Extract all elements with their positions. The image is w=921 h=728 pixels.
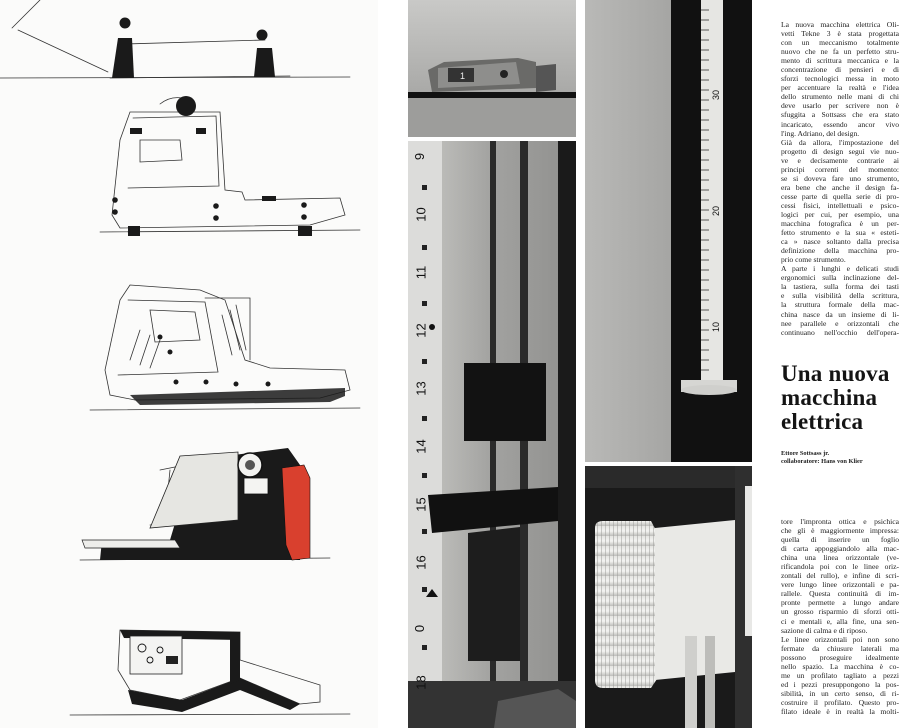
- margin-number: 10: [711, 321, 722, 333]
- text-line: costruire il profilato. Questo pro-: [781, 697, 899, 707]
- text-line: e sulla visibilità della scrittura,: [781, 291, 899, 301]
- text-line: cesse parte di quella serie di pro-: [781, 191, 899, 201]
- text-line: cessi fisici, intellettuali e psico-: [781, 200, 899, 210]
- text-line: deve usarlo per scrivere non è: [781, 101, 899, 111]
- text-line: concentrazione di pensieri e di: [781, 65, 899, 75]
- ruler-number: 16: [413, 555, 429, 570]
- photo-paper-scale: [408, 141, 576, 728]
- paper-scale-photo: [408, 141, 576, 728]
- margin-scale-photo: [585, 0, 752, 462]
- text-line: vere lungo linee orizzontali e pa-: [781, 580, 899, 590]
- red-keyboard-accent: [282, 465, 310, 560]
- text-line: era bene che anche il design fa-: [781, 182, 899, 192]
- article-body-bottom: [781, 517, 899, 716]
- ruler-number: 18: [413, 675, 429, 690]
- margin-number: 30: [711, 89, 722, 101]
- text-line: pronte permette a lungo andare: [781, 598, 899, 608]
- text-line: A parte i lunghi e delicati studi: [781, 264, 899, 274]
- collaborator-credit: collaboratore: Hans von Klier: [781, 458, 863, 465]
- article-column: [755, 0, 921, 728]
- text-line: quella di inserire un foglio: [781, 535, 899, 545]
- ruler-number: 10: [413, 207, 429, 222]
- typebar-photo: [408, 0, 576, 137]
- article-paragraphs: [781, 517, 899, 716]
- text-line: rificandola poi con le linee oriz-: [781, 562, 899, 572]
- text-line: principi correnti del momento:: [781, 164, 899, 174]
- text-line: per accentuare la realtà e l'idea: [781, 83, 899, 93]
- text-line: china una linea orizzontale (ve-: [781, 553, 899, 563]
- ruler-number: 0: [412, 624, 428, 633]
- text-line: incaricato, essendo ancor vivo: [781, 119, 899, 129]
- text-line: un grosso risparmio di sforzi otti-: [781, 607, 899, 617]
- margin-number: 20: [711, 205, 722, 217]
- text-line: con un meccanismo totalmente: [781, 38, 899, 48]
- text-line: sfuggita a Sottsass che era stato: [781, 110, 899, 120]
- text-line: la tastiera, sulla forma dei tasti: [781, 282, 899, 292]
- page-gutter: [378, 0, 408, 728]
- photo-typebar: [408, 0, 576, 137]
- ruler-number: 9: [412, 152, 428, 161]
- text-line: ci e mentali e, alla fine, una sen-: [781, 616, 899, 626]
- photo-platen-knob: [585, 466, 752, 728]
- text-line: la struttura formale della mac-: [781, 300, 899, 310]
- ruler-number: 15: [413, 497, 429, 512]
- text-line: prio come strumento.: [781, 255, 846, 265]
- text-line: fermate da chiusure laterali ma: [781, 643, 899, 653]
- text-line: macchina fotografica è un per-: [781, 219, 899, 229]
- text-line: ca » nasce soltanto dalla precisa: [781, 237, 899, 247]
- text-line: Già da allora, l'impostazione del: [781, 137, 899, 147]
- article-body-top: [781, 20, 899, 337]
- sketch-1: [0, 0, 350, 78]
- text-line: sforzi tecnologici messa in moto: [781, 74, 899, 84]
- text-line: l'ing. Adriano, del design.: [781, 128, 860, 138]
- text-line: fetto strumento e la sua « esteti-: [781, 228, 899, 238]
- text-line: La nuova macchina elettrica Oli-: [781, 20, 899, 29]
- text-line: dello strumento nelle mani di chi: [781, 92, 899, 102]
- text-line: di carta appoggiandolo alla mac-: [781, 544, 899, 554]
- headline-line: macchina: [781, 385, 878, 410]
- text-line: possono proseguire idealmente: [781, 652, 899, 662]
- sketch-2: [100, 98, 360, 232]
- text-line: ve e decisamente contrarie ai: [781, 155, 899, 165]
- text-line: se si doveva fare uno strumento,: [781, 173, 899, 183]
- headline-line: Una nuova: [781, 361, 890, 386]
- article-credits: [781, 450, 911, 466]
- text-line: china nasce da un insieme di li-: [781, 309, 899, 319]
- text-line: rallele. Questa continuità di im-: [781, 589, 899, 599]
- sketch-5-detail: [130, 636, 182, 674]
- author-credit: Ettore Sottsass jr.: [781, 450, 830, 457]
- text-line: nello spazio. La macchina è co-: [781, 661, 899, 671]
- ruler-number: 14: [413, 439, 429, 454]
- text-line: definizione della macchina pro-: [781, 246, 899, 256]
- text-line: sibilità, in un certo senso, di ri-: [781, 688, 899, 698]
- headline-line: elettrica: [781, 409, 864, 434]
- sketch-5: [70, 630, 350, 715]
- text-line: tore l'impronta ottica e psichica: [781, 517, 899, 526]
- ruler-number: 12: [413, 323, 429, 338]
- ruler-number: 13: [413, 381, 429, 396]
- sketch-page: [0, 0, 378, 728]
- text-line: vetti Tekne 3 è stata progettata: [781, 29, 899, 39]
- text-line: mento di scrittura meccanica e la: [781, 56, 899, 66]
- photo-margin-scale: [585, 0, 752, 462]
- knob-ribbed-grip: [595, 521, 659, 688]
- text-line: filato ideale è in realtà la molti-: [781, 706, 899, 716]
- text-line: continuano nell'occhio dell'opera-: [781, 327, 899, 337]
- text-line: ergonomici sulla inclinazione del-: [781, 273, 899, 283]
- text-line: progetto di design seguì vie nuo-: [781, 146, 899, 156]
- text-line: nee parallele e orizzontali che: [781, 318, 899, 328]
- text-line: logici per cui, per esempio, una: [781, 209, 899, 219]
- article-paragraphs: [781, 20, 899, 337]
- text-line: Le linee orizzontali poi non sono: [781, 634, 899, 644]
- typebar-label: 1: [460, 71, 466, 81]
- text-line: zontali del rullo), e infine di scri-: [781, 571, 899, 581]
- ruler-number: 11: [413, 265, 429, 280]
- paper-guide-slider: [464, 363, 546, 441]
- text-line: sazione di calma e di riposo.: [781, 625, 868, 635]
- article-title: [781, 362, 911, 434]
- text-line: ed i pezzi presuppongono la pos-: [781, 679, 899, 689]
- text-line: nuovo che ne fa un perfetto stru-: [781, 47, 899, 57]
- text-line: me un profilato tagliato a pezzi: [781, 670, 899, 680]
- text-line: che gli è maggiormente impressa:: [781, 526, 899, 536]
- platen-knob-photo: [585, 466, 752, 728]
- typewriter-sketches: [0, 0, 378, 728]
